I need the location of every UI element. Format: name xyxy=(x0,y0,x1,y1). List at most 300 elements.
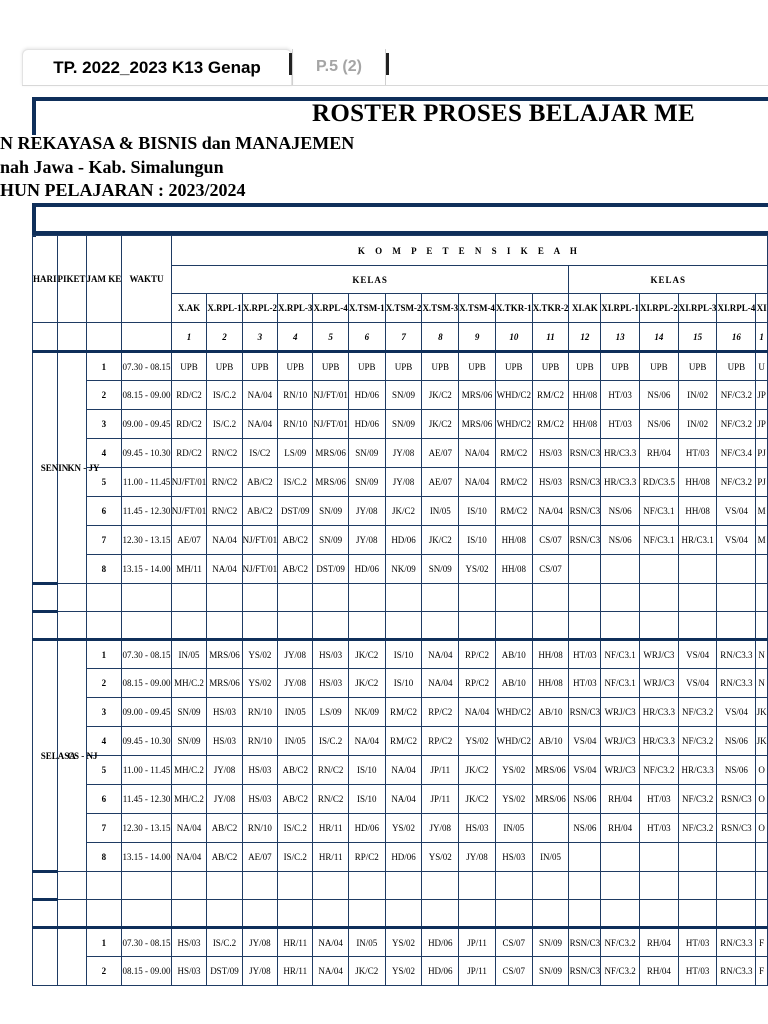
schedule-cell[interactable]: UPB xyxy=(348,352,385,381)
schedule-cell[interactable]: O xyxy=(756,785,768,814)
schedule-cell[interactable]: AB/C2 xyxy=(278,756,313,785)
schedule-cell[interactable]: LS/09 xyxy=(313,698,349,727)
schedule-cell[interactable]: UPB xyxy=(278,352,313,381)
schedule-cell[interactable]: RN/10 xyxy=(278,410,313,439)
schedule-cell[interactable]: JY/08 xyxy=(385,468,422,497)
schedule-cell[interactable]: AB/C2 xyxy=(278,526,313,555)
schedule-cell[interactable]: WRJ/C3 xyxy=(639,669,678,698)
schedule-cell[interactable]: SN/09 xyxy=(385,381,422,410)
schedule-cell[interactable] xyxy=(756,555,768,584)
schedule-cell[interactable]: HT/03 xyxy=(678,439,717,468)
schedule-cell[interactable]: HS/03 xyxy=(459,814,496,843)
schedule-cell[interactable]: AB/C2 xyxy=(278,555,313,584)
schedule-cell[interactable]: MRS/06 xyxy=(532,756,569,785)
schedule-cell[interactable]: HH/08 xyxy=(495,526,532,555)
schedule-cell[interactable] xyxy=(717,843,756,872)
schedule-cell[interactable]: NJ/FT/01 xyxy=(171,497,207,526)
schedule-cell[interactable]: YS/02 xyxy=(495,756,532,785)
schedule-cell[interactable]: IS/10 xyxy=(348,785,385,814)
schedule-cell[interactable]: NJ/FT/01 xyxy=(242,555,278,584)
schedule-cell[interactable]: RSN/C3 xyxy=(569,439,601,468)
schedule-cell[interactable]: NF/C3.2 xyxy=(601,928,640,957)
schedule-cell[interactable]: HT/03 xyxy=(569,669,601,698)
schedule-cell[interactable]: IS/C2 xyxy=(242,439,278,468)
schedule-cell[interactable]: NF/C3.1 xyxy=(601,669,640,698)
schedule-cell[interactable]: DST/09 xyxy=(313,555,349,584)
schedule-cell[interactable]: HT/03 xyxy=(678,928,717,957)
schedule-cell[interactable]: PJ xyxy=(756,468,768,497)
schedule-cell[interactable]: JK/C2 xyxy=(348,640,385,669)
schedule-cell[interactable]: NA/04 xyxy=(171,843,207,872)
schedule-cell[interactable]: HH/08 xyxy=(532,640,569,669)
schedule-cell[interactable]: JY/08 xyxy=(207,756,242,785)
schedule-cell[interactable] xyxy=(678,843,717,872)
schedule-cell[interactable]: AB/C2 xyxy=(207,814,242,843)
schedule-cell[interactable]: RN/10 xyxy=(242,698,278,727)
schedule-cell[interactable]: NA/04 xyxy=(532,497,569,526)
schedule-cell[interactable]: UPB xyxy=(207,352,242,381)
schedule-cell[interactable]: HS/03 xyxy=(242,756,278,785)
schedule-cell[interactable]: HS/03 xyxy=(207,698,242,727)
schedule-cell[interactable]: HH/08 xyxy=(569,410,601,439)
schedule-cell[interactable]: AB/10 xyxy=(495,669,532,698)
schedule-cell[interactable]: RH/04 xyxy=(601,785,640,814)
schedule-cell[interactable]: UPB xyxy=(717,352,756,381)
schedule-cell[interactable]: MH/11 xyxy=(171,555,207,584)
schedule-cell[interactable]: NA/04 xyxy=(385,756,422,785)
schedule-cell[interactable]: JY/08 xyxy=(278,640,313,669)
schedule-cell[interactable]: N xyxy=(756,640,768,669)
schedule-cell[interactable]: MRS/06 xyxy=(532,785,569,814)
schedule-cell[interactable]: HR/C3.3 xyxy=(639,698,678,727)
schedule-cell[interactable]: AE/07 xyxy=(242,843,278,872)
schedule-cell[interactable]: RH/04 xyxy=(601,814,640,843)
schedule-cell[interactable]: HH/08 xyxy=(569,381,601,410)
schedule-cell[interactable]: AE/07 xyxy=(171,526,207,555)
schedule-cell[interactable]: NF/C3.2 xyxy=(717,381,756,410)
schedule-cell[interactable]: NA/04 xyxy=(313,957,349,986)
schedule-cell[interactable]: NF/C3.2 xyxy=(601,957,640,986)
schedule-cell[interactable]: NS/06 xyxy=(601,497,640,526)
schedule-cell[interactable]: RH/04 xyxy=(639,439,678,468)
schedule-cell[interactable]: NA/04 xyxy=(242,410,278,439)
schedule-cell[interactable]: NF/C3.2 xyxy=(717,410,756,439)
sheet-tab-p5[interactable]: P.5 (2) xyxy=(292,49,386,85)
schedule-cell[interactable] xyxy=(678,555,717,584)
schedule-cell[interactable]: HT/03 xyxy=(678,957,717,986)
schedule-cell[interactable]: NS/06 xyxy=(569,785,601,814)
schedule-cell[interactable]: HS/03 xyxy=(171,928,207,957)
schedule-cell[interactable]: RSN/C3 xyxy=(569,928,601,957)
schedule-cell[interactable]: NA/04 xyxy=(207,555,242,584)
schedule-cell[interactable]: NK/09 xyxy=(348,698,385,727)
schedule-cell[interactable]: AB/C2 xyxy=(278,785,313,814)
schedule-cell[interactable]: HR/C3.3 xyxy=(601,439,640,468)
schedule-cell[interactable]: RN/C3.3 xyxy=(717,669,756,698)
schedule-cell[interactable]: JK/C2 xyxy=(422,526,459,555)
schedule-cell[interactable] xyxy=(756,843,768,872)
schedule-cell[interactable]: MH/C.2 xyxy=(171,785,207,814)
schedule-cell[interactable]: JY/08 xyxy=(278,669,313,698)
schedule-cell[interactable]: JP xyxy=(756,381,768,410)
schedule-cell[interactable]: IN/05 xyxy=(278,727,313,756)
schedule-cell[interactable]: YS/02 xyxy=(242,669,278,698)
schedule-cell[interactable]: IN/05 xyxy=(422,497,459,526)
schedule-cell[interactable]: NS/06 xyxy=(639,410,678,439)
schedule-cell[interactable]: HH/08 xyxy=(678,468,717,497)
schedule-cell[interactable]: IS/C.2 xyxy=(278,468,313,497)
schedule-cell[interactable]: UPB xyxy=(385,352,422,381)
schedule-cell[interactable]: UPB xyxy=(532,352,569,381)
schedule-cell[interactable]: UPB xyxy=(171,352,207,381)
schedule-cell[interactable]: HD/06 xyxy=(422,957,459,986)
schedule-cell[interactable]: HS/03 xyxy=(313,669,349,698)
schedule-cell[interactable]: NA/04 xyxy=(171,814,207,843)
schedule-cell[interactable]: NS/06 xyxy=(717,727,756,756)
schedule-cell[interactable]: HR/C3.3 xyxy=(601,468,640,497)
schedule-cell[interactable]: SN/09 xyxy=(313,497,349,526)
schedule-cell[interactable]: U xyxy=(756,352,768,381)
schedule-cell[interactable]: UPB xyxy=(459,352,496,381)
schedule-cell[interactable]: RM/C2 xyxy=(385,727,422,756)
schedule-cell[interactable]: UPB xyxy=(678,352,717,381)
schedule-cell[interactable]: UPB xyxy=(569,352,601,381)
schedule-cell[interactable]: AB/C2 xyxy=(242,497,278,526)
schedule-cell[interactable]: IN/05 xyxy=(348,928,385,957)
schedule-cell[interactable]: RP/C2 xyxy=(422,727,459,756)
schedule-cell[interactable]: YS/02 xyxy=(422,843,459,872)
schedule-cell[interactable]: WHD/C2 xyxy=(495,698,532,727)
schedule-cell[interactable]: JK xyxy=(756,698,768,727)
schedule-cell[interactable]: WHD/C2 xyxy=(495,410,532,439)
schedule-cell[interactable]: HS/03 xyxy=(495,843,532,872)
schedule-cell[interactable]: RN/10 xyxy=(242,727,278,756)
schedule-cell[interactable]: RD/C3.5 xyxy=(639,468,678,497)
schedule-cell[interactable]: SN/09 xyxy=(422,555,459,584)
schedule-cell[interactable]: RP/C2 xyxy=(422,698,459,727)
schedule-cell[interactable]: JK/C2 xyxy=(348,669,385,698)
schedule-cell[interactable]: AE/07 xyxy=(422,439,459,468)
schedule-cell[interactable]: JK/C2 xyxy=(459,785,496,814)
schedule-cell[interactable]: YS/02 xyxy=(459,727,496,756)
schedule-cell[interactable]: VS/04 xyxy=(717,526,756,555)
schedule-cell[interactable]: NA/04 xyxy=(207,526,242,555)
schedule-cell[interactable]: NF/C3.2 xyxy=(639,756,678,785)
schedule-cell[interactable] xyxy=(601,555,640,584)
schedule-cell[interactable]: VS/04 xyxy=(678,640,717,669)
schedule-cell[interactable]: SN/09 xyxy=(313,526,349,555)
schedule-cell[interactable]: RD/C2 xyxy=(171,410,207,439)
schedule-cell[interactable]: DST/09 xyxy=(207,957,242,986)
schedule-cell[interactable]: NA/04 xyxy=(348,727,385,756)
schedule-cell[interactable]: JK/C2 xyxy=(459,756,496,785)
schedule-cell[interactable]: VS/04 xyxy=(569,756,601,785)
schedule-cell[interactable]: HT/03 xyxy=(601,410,640,439)
schedule-cell[interactable]: RSN/C3 xyxy=(717,785,756,814)
schedule-cell[interactable]: LS/09 xyxy=(278,439,313,468)
schedule-cell[interactable]: RN/C3.3 xyxy=(717,928,756,957)
schedule-cell[interactable]: F xyxy=(756,928,768,957)
schedule-cell[interactable]: WRJ/C3 xyxy=(601,698,640,727)
schedule-cell[interactable]: IN/02 xyxy=(678,381,717,410)
schedule-cell[interactable]: NF/C3.1 xyxy=(639,497,678,526)
schedule-cell[interactable]: WHD/C2 xyxy=(495,381,532,410)
schedule-cell[interactable]: JP/11 xyxy=(459,957,496,986)
schedule-cell[interactable]: CS/07 xyxy=(495,928,532,957)
schedule-cell[interactable]: RH/04 xyxy=(639,957,678,986)
schedule-cell[interactable]: YS/02 xyxy=(385,928,422,957)
schedule-cell[interactable]: HS/03 xyxy=(207,727,242,756)
schedule-cell[interactable]: MRS/06 xyxy=(207,669,242,698)
schedule-cell[interactable]: JY/08 xyxy=(422,814,459,843)
schedule-cell[interactable]: IS/10 xyxy=(459,497,496,526)
schedule-cell[interactable]: JP/11 xyxy=(422,785,459,814)
schedule-cell[interactable]: NJ/FT/01 xyxy=(313,410,349,439)
sheet-tab-active[interactable]: TP. 2022_2023 K13 Genap xyxy=(22,49,292,86)
schedule-cell[interactable]: RM/C2 xyxy=(495,468,532,497)
schedule-cell[interactable]: AE/07 xyxy=(422,468,459,497)
schedule-cell[interactable]: JY/08 xyxy=(348,526,385,555)
schedule-cell[interactable]: RM/C2 xyxy=(385,698,422,727)
schedule-cell[interactable]: CS/07 xyxy=(532,526,569,555)
schedule-cell[interactable]: NK/09 xyxy=(385,555,422,584)
schedule-cell[interactable]: IS/10 xyxy=(385,669,422,698)
schedule-cell[interactable]: VS/04 xyxy=(717,698,756,727)
schedule-cell[interactable]: SN/09 xyxy=(532,928,569,957)
schedule-cell[interactable]: JK/C2 xyxy=(422,410,459,439)
schedule-cell[interactable]: SN/09 xyxy=(348,439,385,468)
schedule-cell[interactable]: HT/03 xyxy=(569,640,601,669)
schedule-cell[interactable]: HD/06 xyxy=(422,928,459,957)
schedule-cell[interactable]: YS/02 xyxy=(495,785,532,814)
schedule-cell[interactable]: HT/03 xyxy=(601,381,640,410)
schedule-cell[interactable]: NJ/FT/01 xyxy=(171,468,207,497)
schedule-cell[interactable]: RSN/C3 xyxy=(717,814,756,843)
schedule-cell[interactable]: UPB xyxy=(601,352,640,381)
schedule-cell[interactable]: RSN/C3 xyxy=(569,468,601,497)
schedule-cell[interactable]: YS/02 xyxy=(385,814,422,843)
schedule-cell[interactable] xyxy=(532,814,569,843)
schedule-cell[interactable]: MH/C.2 xyxy=(171,756,207,785)
schedule-cell[interactable]: VS/04 xyxy=(569,727,601,756)
schedule-cell[interactable]: MRS/06 xyxy=(207,640,242,669)
schedule-cell[interactable]: HD/06 xyxy=(385,843,422,872)
schedule-cell[interactable]: HH/08 xyxy=(495,555,532,584)
schedule-cell[interactable]: RN/10 xyxy=(278,381,313,410)
schedule-cell[interactable]: NS/06 xyxy=(717,756,756,785)
schedule-cell[interactable]: RD/C2 xyxy=(171,381,207,410)
schedule-cell[interactable]: HR/C3.3 xyxy=(639,727,678,756)
schedule-cell[interactable]: VS/04 xyxy=(717,497,756,526)
schedule-cell[interactable]: HR/11 xyxy=(278,957,313,986)
schedule-cell[interactable]: SN/09 xyxy=(171,727,207,756)
schedule-cell[interactable]: NA/04 xyxy=(313,928,349,957)
schedule-cell[interactable]: JK xyxy=(756,727,768,756)
schedule-cell[interactable]: HR/C3.3 xyxy=(678,756,717,785)
schedule-cell[interactable]: HS/03 xyxy=(313,640,349,669)
schedule-cell[interactable]: JY/08 xyxy=(385,439,422,468)
schedule-cell[interactable]: RN/C2 xyxy=(313,785,349,814)
schedule-cell[interactable]: JK/C2 xyxy=(422,381,459,410)
schedule-cell[interactable]: NF/C3.1 xyxy=(639,526,678,555)
schedule-cell[interactable]: RN/C3.3 xyxy=(717,957,756,986)
schedule-cell[interactable]: HD/06 xyxy=(385,526,422,555)
schedule-cell[interactable]: RM/C2 xyxy=(532,410,569,439)
schedule-cell[interactable]: IN/05 xyxy=(171,640,207,669)
schedule-cell[interactable]: RM/C2 xyxy=(495,439,532,468)
schedule-cell[interactable] xyxy=(569,843,601,872)
schedule-cell[interactable]: MH/C.2 xyxy=(171,669,207,698)
schedule-cell[interactable] xyxy=(639,843,678,872)
schedule-cell[interactable]: RD/C2 xyxy=(171,439,207,468)
schedule-cell[interactable]: RN/C2 xyxy=(207,439,242,468)
schedule-cell[interactable]: WRJ/C3 xyxy=(639,640,678,669)
schedule-cell[interactable]: NJ/FT/01 xyxy=(242,526,278,555)
schedule-cell[interactable]: IS/C.2 xyxy=(313,727,349,756)
schedule-cell[interactable]: NF/C3.2 xyxy=(678,698,717,727)
schedule-cell[interactable]: MRS/06 xyxy=(313,439,349,468)
schedule-cell[interactable]: MRS/06 xyxy=(459,381,496,410)
schedule-cell[interactable]: WRJ/C3 xyxy=(601,756,640,785)
schedule-cell[interactable] xyxy=(569,555,601,584)
schedule-cell[interactable]: NS/06 xyxy=(639,381,678,410)
schedule-cell[interactable]: HD/06 xyxy=(348,381,385,410)
schedule-cell[interactable] xyxy=(601,843,640,872)
schedule-cell[interactable]: RP/C2 xyxy=(459,640,496,669)
schedule-cell[interactable]: IS/10 xyxy=(459,526,496,555)
schedule-cell[interactable]: PJ xyxy=(756,439,768,468)
schedule-cell[interactable]: HR/11 xyxy=(313,814,349,843)
schedule-cell[interactable]: F xyxy=(756,957,768,986)
schedule-cell[interactable]: RN/C2 xyxy=(207,468,242,497)
schedule-cell[interactable]: JY/08 xyxy=(459,843,496,872)
schedule-cell[interactable]: RN/10 xyxy=(242,814,278,843)
schedule-cell[interactable]: SN/09 xyxy=(171,698,207,727)
schedule-cell[interactable]: AB/10 xyxy=(532,727,569,756)
schedule-cell[interactable]: WHD/C2 xyxy=(495,727,532,756)
schedule-cell[interactable]: CS/07 xyxy=(495,957,532,986)
schedule-cell[interactable]: HS/03 xyxy=(171,957,207,986)
schedule-cell[interactable]: UPB xyxy=(639,352,678,381)
schedule-cell[interactable]: HD/06 xyxy=(348,555,385,584)
schedule-cell[interactable] xyxy=(717,555,756,584)
schedule-cell[interactable]: RSN/C3 xyxy=(569,957,601,986)
schedule-cell[interactable]: IS/C.2 xyxy=(278,843,313,872)
schedule-cell[interactable]: RN/C3.3 xyxy=(717,640,756,669)
schedule-cell[interactable]: RN/C2 xyxy=(313,756,349,785)
schedule-cell[interactable]: UPB xyxy=(495,352,532,381)
schedule-cell[interactable]: RN/C2 xyxy=(207,497,242,526)
schedule-cell[interactable]: IS/C.2 xyxy=(278,814,313,843)
schedule-cell[interactable]: NA/04 xyxy=(459,698,496,727)
schedule-cell[interactable]: HT/03 xyxy=(639,785,678,814)
schedule-cell[interactable]: NS/06 xyxy=(601,526,640,555)
schedule-cell[interactable]: UPB xyxy=(313,352,349,381)
schedule-cell[interactable]: O xyxy=(756,814,768,843)
schedule-cell[interactable]: AB/C2 xyxy=(242,468,278,497)
schedule-cell[interactable]: NA/04 xyxy=(459,439,496,468)
schedule-cell[interactable]: NA/04 xyxy=(459,468,496,497)
schedule-cell[interactable]: AB/10 xyxy=(532,698,569,727)
schedule-cell[interactable]: HD/06 xyxy=(348,410,385,439)
schedule-cell[interactable]: AB/C2 xyxy=(207,843,242,872)
schedule-cell[interactable]: JP xyxy=(756,410,768,439)
schedule-cell[interactable]: CS/07 xyxy=(532,555,569,584)
schedule-cell[interactable]: AB/10 xyxy=(495,640,532,669)
schedule-cell[interactable]: RP/C2 xyxy=(459,669,496,698)
schedule-cell[interactable]: HR/11 xyxy=(278,928,313,957)
schedule-cell[interactable]: HR/11 xyxy=(313,843,349,872)
schedule-cell[interactable]: JP/11 xyxy=(422,756,459,785)
schedule-cell[interactable]: IS/C.2 xyxy=(207,381,242,410)
schedule-cell[interactable]: DST/09 xyxy=(278,497,313,526)
schedule-cell[interactable]: IN/05 xyxy=(495,814,532,843)
schedule-cell[interactable]: HH/08 xyxy=(678,497,717,526)
schedule-cell[interactable]: RSN/C3 xyxy=(569,497,601,526)
schedule-cell[interactable]: JY/08 xyxy=(348,497,385,526)
schedule-cell[interactable]: RH/04 xyxy=(639,928,678,957)
schedule-cell[interactable]: MRS/06 xyxy=(313,468,349,497)
schedule-cell[interactable]: NF/C3.2 xyxy=(678,785,717,814)
schedule-cell[interactable]: RM/C2 xyxy=(532,381,569,410)
schedule-cell[interactable]: HS/03 xyxy=(532,468,569,497)
schedule-cell[interactable]: YS/02 xyxy=(459,555,496,584)
schedule-cell[interactable]: JK/C2 xyxy=(385,497,422,526)
schedule-cell[interactable]: UPB xyxy=(422,352,459,381)
schedule-cell[interactable]: IS/C.2 xyxy=(207,410,242,439)
schedule-cell[interactable]: NA/04 xyxy=(242,381,278,410)
schedule-cell[interactable]: NS/06 xyxy=(569,814,601,843)
schedule-cell[interactable]: YS/02 xyxy=(242,640,278,669)
schedule-cell[interactable]: SN/09 xyxy=(385,410,422,439)
schedule-cell[interactable]: IN/05 xyxy=(278,698,313,727)
schedule-cell[interactable]: NA/04 xyxy=(422,669,459,698)
schedule-cell[interactable]: NJ/FT/01 xyxy=(313,381,349,410)
schedule-cell[interactable]: UPB xyxy=(242,352,278,381)
schedule-cell[interactable]: JY/08 xyxy=(207,785,242,814)
schedule-cell[interactable]: SN/09 xyxy=(532,957,569,986)
schedule-cell[interactable]: IS/10 xyxy=(348,756,385,785)
schedule-cell[interactable]: HH/08 xyxy=(532,669,569,698)
schedule-cell[interactable]: HD/06 xyxy=(348,814,385,843)
schedule-cell[interactable]: HR/C3.1 xyxy=(678,526,717,555)
schedule-cell[interactable]: JY/08 xyxy=(242,957,278,986)
schedule-cell[interactable]: VS/04 xyxy=(678,669,717,698)
schedule-cell[interactable]: YS/02 xyxy=(385,957,422,986)
schedule-cell[interactable]: IS/C.2 xyxy=(207,928,242,957)
schedule-cell[interactable]: MRS/06 xyxy=(459,410,496,439)
schedule-cell[interactable]: NA/04 xyxy=(422,640,459,669)
schedule-cell[interactable]: NF/C3.4 xyxy=(717,439,756,468)
schedule-cell[interactable]: M xyxy=(756,526,768,555)
schedule-cell[interactable]: HT/03 xyxy=(639,814,678,843)
schedule-cell[interactable]: JK/C2 xyxy=(348,957,385,986)
schedule-cell[interactable]: RSN/C3 xyxy=(569,526,601,555)
schedule-cell[interactable]: SN/09 xyxy=(348,468,385,497)
schedule-cell[interactable] xyxy=(639,555,678,584)
schedule-cell[interactable]: NF/C3.2 xyxy=(678,814,717,843)
schedule-cell[interactable]: JP/11 xyxy=(459,928,496,957)
schedule-cell[interactable]: RP/C2 xyxy=(348,843,385,872)
schedule-cell[interactable]: HS/03 xyxy=(532,439,569,468)
schedule-cell[interactable]: IN/02 xyxy=(678,410,717,439)
schedule-cell[interactable]: WRJ/C3 xyxy=(601,727,640,756)
schedule-cell[interactable]: IN/05 xyxy=(532,843,569,872)
schedule-cell[interactable]: O xyxy=(756,756,768,785)
schedule-cell[interactable]: NF/C3.2 xyxy=(717,468,756,497)
schedule-cell[interactable]: RM/C2 xyxy=(495,497,532,526)
schedule-cell[interactable]: NF/C3.2 xyxy=(678,727,717,756)
